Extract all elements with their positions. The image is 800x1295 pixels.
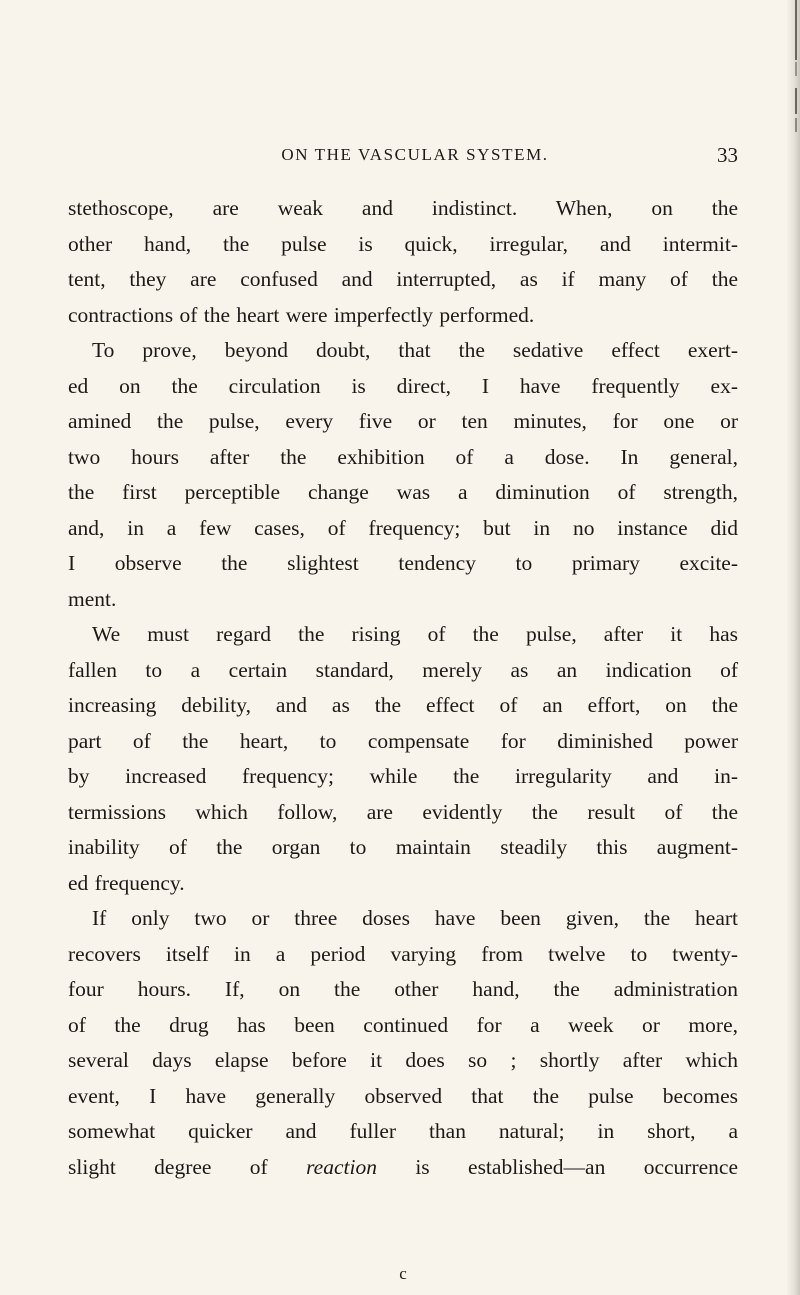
text-line: by increased frequency; while the irregularity and in- xyxy=(68,764,738,788)
text-line: To prove, beyond doubt, that the sedative effect exert- xyxy=(92,338,738,362)
page-edge-mark xyxy=(795,118,797,132)
text-line: of the drug has been continued for a week or more, xyxy=(68,1012,738,1037)
text-line: several days elapse before it does so ; shortly after which xyxy=(68,1048,738,1072)
text-line: contractions of the heart were imperfectly performed. xyxy=(68,302,535,327)
text-line: recovers itself in a period varying from twelve to twenty- xyxy=(68,941,738,966)
text-line: other hand, the pulse is quick, irregular, and intermit- xyxy=(68,231,738,256)
text-line: ed on the circulation is direct, I have frequently ex- xyxy=(68,373,738,398)
text-segment: is established—an occurrence xyxy=(376,1154,738,1179)
text-line: We must regard the rising of the pulse, after it has xyxy=(92,622,738,646)
text-line: amined the pulse, every five or ten minutes, for one or xyxy=(68,409,738,433)
text-line: tent, they are confused and interrupted, as if many of the xyxy=(68,267,738,291)
page-edge-mark xyxy=(795,88,797,114)
body-text xyxy=(68,191,738,1185)
running-head xyxy=(68,140,738,170)
text-line: four hours. If, on the other hand, the administration xyxy=(68,977,738,1001)
page-edge-shadow xyxy=(786,0,800,1295)
text-line: increasing debility, and as the effect of an effort, on the xyxy=(68,693,738,717)
text-line: somewhat quicker and fuller than natural; in short, a xyxy=(68,1119,738,1143)
text-line: part of the heart, to compensate for diminished power xyxy=(68,728,738,753)
text-line: and, in a few cases, of frequency; but in no instance did xyxy=(68,515,738,540)
text-line: termissions which follow, are evidently the result of the xyxy=(68,799,738,824)
running-title: ON THE VASCULAR SYSTEM. xyxy=(281,145,549,164)
text-line-final xyxy=(68,1150,738,1186)
text-line: ment. xyxy=(68,586,117,611)
text-line: event, I have generally observed that the pulse becomes xyxy=(68,1083,738,1108)
text-line: stethoscope, are weak and indistinct. When, on the xyxy=(68,196,738,220)
italic-term: reaction xyxy=(306,1154,377,1179)
text-segment: slight degree of xyxy=(68,1154,307,1179)
text-line: I observe the slightest tendency to primary excite- xyxy=(68,551,738,575)
text-line: the first perceptible change was a diminution of strength, xyxy=(68,480,738,504)
text-line: fallen to a certain standard, merely as an indication of xyxy=(68,657,738,682)
text-line: inability of the organ to maintain steadily this augment- xyxy=(68,835,738,859)
text-line: ed frequency. xyxy=(68,870,185,895)
text-line: two hours after the exhibition of a dose. In general, xyxy=(68,444,738,469)
signature-mark: c xyxy=(399,1264,407,1283)
page-edge-mark xyxy=(795,0,797,60)
page-edge-mark xyxy=(795,62,797,76)
page-number: 33 xyxy=(717,143,738,167)
text-line: If only two or three doses have been given, the heart xyxy=(92,906,738,930)
